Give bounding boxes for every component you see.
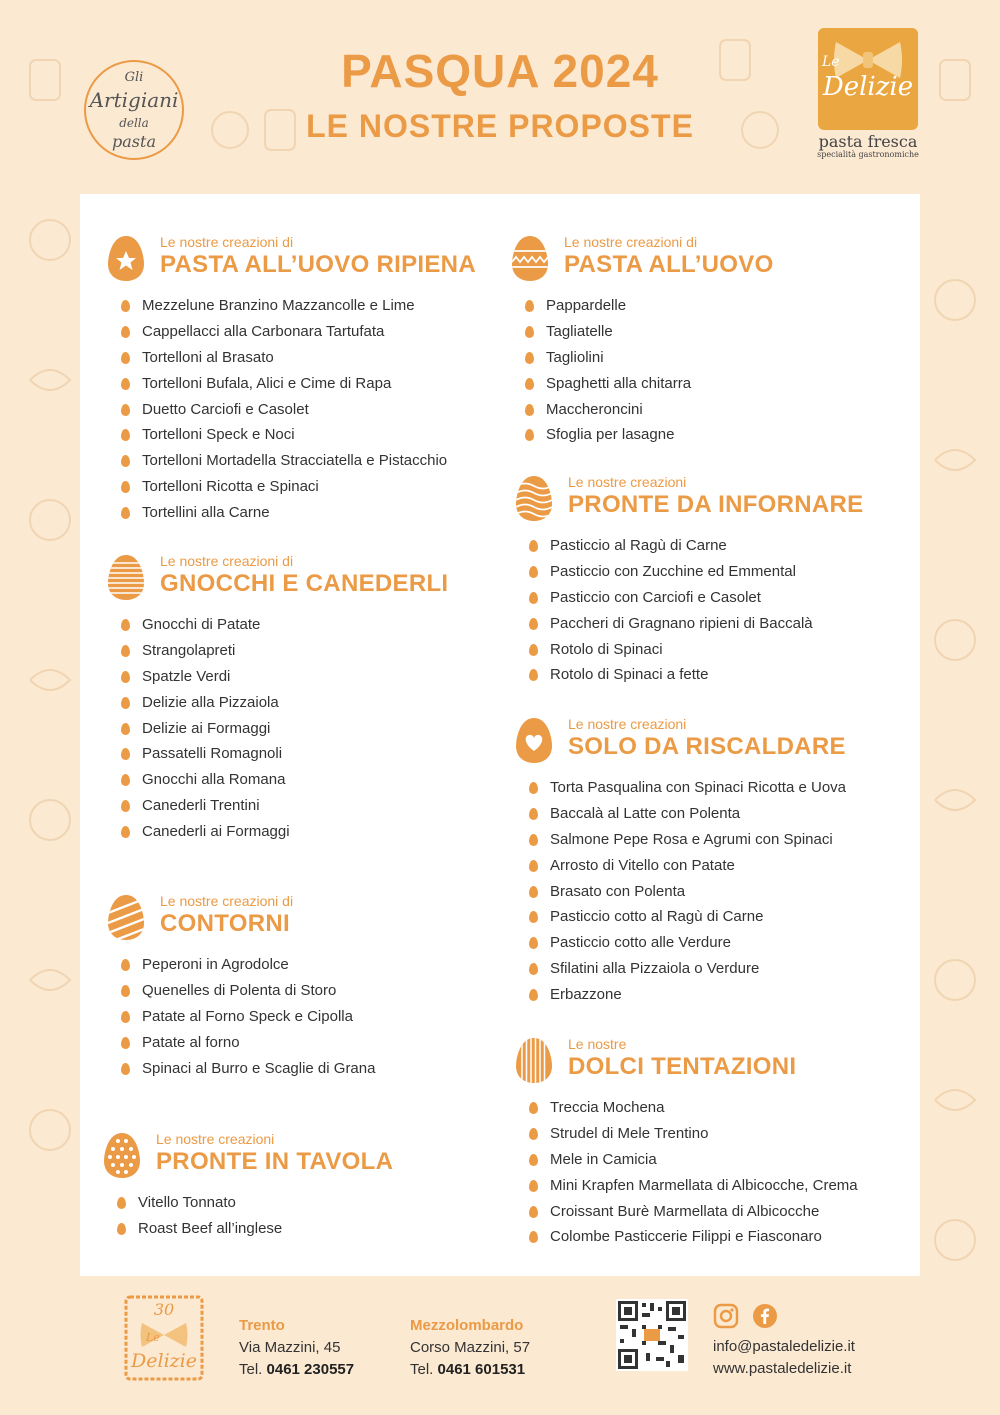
list-item	[116, 1193, 282, 1219]
page-subtitle: LE NOSTRE PROPOSTE	[306, 108, 694, 144]
item-label: Vitello Tonnato	[138, 1194, 236, 1211]
list-item	[528, 1227, 858, 1253]
egg-vertical-icon	[516, 1036, 552, 1084]
item-label: Mini Krapfen Marmellata di Albicocche, Crema	[550, 1176, 858, 1194]
egg-bullet-icon	[121, 326, 130, 338]
egg-bullet-icon	[529, 1180, 538, 1192]
list-item	[528, 562, 813, 588]
logo-tagline: pasta fresca	[818, 132, 918, 151]
egg-bullet-icon	[529, 1102, 538, 1114]
trento-phone	[239, 1361, 354, 1378]
item-label: Cappellacci alla Carbonara Tartufata	[142, 322, 385, 340]
egg-star-icon	[108, 234, 144, 282]
section-title: SOLO DA RISCALDARE	[568, 733, 846, 760]
egg-bullet-icon	[529, 644, 538, 656]
item-label: Rotolo di Spinaci	[550, 640, 663, 658]
egg-bullet-icon	[121, 378, 130, 390]
le-delizie-30-logo	[124, 1295, 204, 1381]
egg-bullet-icon	[121, 404, 130, 416]
item-label: Tagliatelle	[546, 322, 613, 340]
egg-bullet-icon	[121, 481, 130, 493]
list-item	[120, 955, 375, 981]
item-label: Patate al Forno Speck e Cipolla	[142, 1007, 353, 1025]
list-item	[120, 693, 290, 719]
item-label: Tortelloni Bufala, Alici e Cime di Rapa	[142, 374, 392, 392]
egg-bullet-icon	[121, 748, 130, 760]
section-title: PASTA ALL’UOVO	[564, 251, 774, 278]
list-item	[120, 425, 447, 451]
item-label: Colombe Pasticcerie Filippi e Fiasconaro	[550, 1228, 822, 1246]
egg-bullet-icon	[529, 566, 538, 578]
list-item	[528, 959, 846, 985]
logo-left-line4: pasta	[112, 132, 156, 151]
list-item	[528, 1098, 858, 1124]
egg-bullet-icon	[529, 1154, 538, 1166]
list-item	[528, 778, 846, 804]
item-label: Torta Pasqualina con Spinaci Ricotta e Uova	[550, 779, 847, 796]
egg-bullet-icon	[121, 300, 130, 312]
logo-left-line2: Artigiani	[89, 88, 179, 112]
logo-brand: Delizie	[822, 72, 914, 102]
item-label: Maccheroncini	[546, 400, 643, 418]
item-label: Passatelli Romagnoli	[142, 745, 283, 763]
egg-bullet-icon	[525, 378, 534, 390]
egg-bullet-icon	[529, 540, 538, 552]
item-label: Croissant Burè Marmellata di Albicocche	[550, 1202, 820, 1220]
list-item	[120, 770, 290, 796]
egg-bullet-icon	[121, 429, 130, 441]
item-label: Paccheri di Gragnano ripieni di Baccalà	[550, 614, 813, 632]
trento-tel-label: Tel.	[239, 1361, 263, 1378]
egg-bullet-icon	[529, 669, 538, 681]
list-item	[120, 374, 447, 400]
item-label: Sfoglia per lasagne	[546, 426, 675, 444]
list-item	[524, 374, 691, 400]
egg-striped-icon	[108, 553, 144, 601]
item-label: Pasticcio con Zucchine ed Emmental	[550, 562, 796, 580]
section-subtitle: Le nostre creazioni di	[160, 893, 294, 909]
item-label: Rotolo di Spinaci a fette	[550, 666, 709, 684]
artigiani-della-pasta-logo	[84, 60, 184, 160]
list-item	[120, 348, 447, 374]
list-item	[524, 296, 691, 322]
section-subtitle: Le nostre creazioni di	[160, 553, 294, 569]
section-subtitle: Le nostre creazioni	[156, 1131, 275, 1147]
list-item	[524, 400, 691, 426]
section-title: PASTA ALL’UOVO RIPIENA	[160, 251, 476, 278]
item-list	[524, 296, 691, 451]
egg-bullet-icon	[529, 592, 538, 604]
facebook-icon[interactable]	[752, 1303, 778, 1329]
egg-bullet-icon	[121, 800, 130, 812]
item-list	[528, 536, 813, 691]
egg-bullet-icon	[525, 352, 534, 364]
egg-bullet-icon	[525, 326, 534, 338]
list-item	[528, 985, 846, 1011]
egg-bullet-icon	[121, 671, 130, 683]
list-item	[120, 400, 447, 426]
item-label: Pasticcio cotto alle Verdure	[550, 934, 731, 952]
list-item	[528, 1176, 858, 1202]
section-title: PRONTE IN TAVOLA	[156, 1148, 394, 1175]
list-item	[528, 536, 813, 562]
logo-left-line1: Gli	[124, 70, 144, 85]
item-label: Treccia Mochena	[550, 1099, 665, 1116]
item-label: Mezzelune Branzino Mazzancolle e Lime	[142, 297, 415, 314]
mezzolombardo-tel-label: Tel.	[410, 1361, 434, 1378]
egg-bullet-icon	[121, 985, 130, 997]
list-item	[528, 640, 813, 666]
list-item	[528, 1150, 858, 1176]
egg-bullet-icon	[121, 826, 130, 838]
item-label: Delizie alla Pizzaiola	[142, 693, 279, 711]
list-item	[120, 322, 447, 348]
logo-le: Le	[822, 54, 840, 70]
section-subtitle: Le nostre creazioni di	[564, 234, 698, 250]
section-title: PRONTE DA INFORNARE	[568, 491, 864, 518]
list-item	[528, 614, 813, 640]
egg-bullet-icon	[529, 989, 538, 1001]
page-title: PASQUA 2024	[341, 45, 659, 97]
trento-city: Trento	[239, 1317, 285, 1334]
footer-logo-le: Le	[146, 1331, 160, 1344]
list-item	[120, 744, 290, 770]
list-item	[120, 503, 447, 529]
egg-bullet-icon	[529, 1128, 538, 1140]
egg-bullet-icon	[529, 911, 538, 923]
mezzolombardo-address: Corso Mazzini, 57	[410, 1339, 531, 1356]
item-label: Mele in Camicia	[550, 1150, 657, 1168]
list-item	[528, 830, 846, 856]
section-subtitle: Le nostre creazioni	[568, 716, 687, 732]
list-item	[120, 1033, 375, 1059]
item-label: Tortelloni Speck e Noci	[142, 426, 295, 444]
header	[0, 0, 1000, 190]
section-title: CONTORNI	[160, 910, 290, 937]
item-label: Patate al forno	[142, 1033, 240, 1051]
logo-subtagline: specialità gastronomiche	[817, 150, 919, 159]
egg-bullet-icon	[529, 618, 538, 630]
egg-bullet-icon	[529, 808, 538, 820]
list-item	[528, 588, 813, 614]
egg-bullet-icon	[121, 1037, 130, 1049]
item-label: Strangolapreti	[142, 641, 236, 659]
list-item	[120, 1059, 375, 1085]
list-item	[528, 907, 846, 933]
item-list	[116, 1193, 282, 1245]
trento-tel-number[interactable]: 0461 230557	[266, 1361, 355, 1378]
egg-bullet-icon	[121, 507, 130, 519]
egg-bullet-icon	[121, 697, 130, 709]
section-title: GNOCCHI E CANEDERLI	[160, 570, 449, 597]
item-label: Pappardelle	[546, 297, 627, 314]
item-list	[120, 955, 375, 1084]
mezzolombardo-phone	[410, 1361, 525, 1378]
menu-card	[80, 194, 920, 1276]
section-subtitle: Le nostre creazioni	[568, 474, 687, 490]
item-label: Spatzle Verdi	[142, 667, 231, 685]
list-item	[528, 882, 846, 908]
list-item	[120, 667, 290, 693]
egg-heart-icon	[516, 716, 552, 764]
item-list	[528, 1098, 858, 1253]
item-label: Peperoni in Agrodolce	[142, 956, 289, 973]
item-label: Tortelloni al Brasato	[142, 348, 274, 366]
item-label: Strudel di Mele Trentino	[550, 1124, 709, 1142]
egg-bullet-icon	[121, 619, 130, 631]
egg-bullet-icon	[121, 1011, 130, 1023]
section-subtitle: Le nostre creazioni di	[160, 234, 294, 250]
item-label: Canederli Trentini	[142, 797, 260, 815]
item-label: Salmone Pepe Rosa e Agrumi con Spinaci	[550, 830, 833, 848]
egg-bullet-icon	[121, 352, 130, 364]
item-list	[120, 296, 447, 529]
item-label: Canederli ai Formaggi	[142, 823, 290, 841]
item-label: Tortelloni Ricotta e Spinaci	[142, 478, 319, 496]
item-label: Brasato con Polenta	[550, 882, 686, 900]
email-link[interactable]: info@pastaledelizie.it	[713, 1338, 855, 1355]
list-item	[120, 451, 447, 477]
egg-bullet-icon	[121, 774, 130, 786]
egg-bullet-icon	[121, 645, 130, 657]
list-item	[120, 1007, 375, 1033]
list-item	[524, 348, 691, 374]
list-item	[120, 822, 290, 848]
egg-bullet-icon	[121, 455, 130, 467]
footer-logo-number: 30	[153, 1300, 175, 1319]
item-list	[120, 615, 290, 848]
egg-bullet-icon	[529, 1206, 538, 1218]
item-label: Tagliolini	[546, 348, 604, 366]
item-label: Arrosto di Vitello con Patate	[550, 856, 735, 874]
egg-bullet-icon	[529, 1231, 538, 1243]
egg-bullet-icon	[529, 834, 538, 846]
item-list	[528, 778, 846, 1011]
section-subtitle: Le nostre	[568, 1036, 627, 1052]
list-item	[120, 719, 290, 745]
item-label: Delizie ai Formaggi	[142, 719, 271, 737]
list-item	[528, 665, 813, 691]
egg-bullet-icon	[121, 1063, 130, 1075]
item-label: Sfilatini alla Pizzaiola o Verdure	[550, 960, 760, 978]
instagram-icon[interactable]	[713, 1303, 739, 1329]
item-label: Spinaci al Burro e Scaglie di Grana	[142, 1059, 376, 1077]
item-label: Gnocchi alla Romana	[142, 771, 286, 789]
list-item	[120, 981, 375, 1007]
list-item	[528, 1202, 858, 1228]
footer	[0, 1285, 1000, 1415]
list-item	[120, 296, 447, 322]
item-label: Duetto Carciofi e Casolet	[142, 400, 309, 418]
list-item	[120, 615, 290, 641]
egg-bullet-icon	[529, 860, 538, 872]
list-item	[116, 1219, 282, 1245]
item-label: Pasticcio cotto al Ragù di Carne	[550, 908, 764, 926]
list-item	[524, 322, 691, 348]
mezzolombardo-tel-number[interactable]: 0461 601531	[437, 1361, 526, 1378]
item-label: Pasticcio con Carciofi e Casolet	[550, 588, 761, 606]
list-item	[120, 641, 290, 667]
website-link[interactable]: www.pastaledelizie.it	[713, 1360, 852, 1377]
item-label: Tortellini alla Carne	[142, 504, 270, 522]
egg-bullet-icon	[121, 723, 130, 735]
item-label: Erbazzone	[550, 986, 622, 1004]
egg-bullet-icon	[117, 1223, 126, 1235]
qr-code-icon[interactable]	[616, 1299, 688, 1371]
section-title: DOLCI TENTAZIONI	[568, 1053, 797, 1080]
item-label: Spaghetti alla chitarra	[546, 374, 692, 392]
egg-diagonal-icon	[108, 893, 144, 941]
list-item	[528, 933, 846, 959]
footer-logo-brand: Delizie	[131, 1350, 197, 1372]
egg-bullet-icon	[529, 963, 538, 975]
egg-bullet-icon	[529, 937, 538, 949]
egg-bullet-icon	[525, 429, 534, 441]
logo-left-line3: della	[119, 116, 149, 130]
mezzolombardo-city: Mezzolombardo	[410, 1317, 524, 1334]
egg-bullet-icon	[121, 959, 130, 971]
list-item	[524, 425, 691, 451]
item-label: Quenelles di Polenta di Storo	[142, 981, 337, 999]
le-delizie-logo	[812, 28, 922, 160]
egg-bullet-icon	[529, 782, 538, 794]
item-label: Baccalà al Latte con Polenta	[550, 804, 741, 822]
list-item	[528, 1124, 858, 1150]
list-item	[528, 804, 846, 830]
egg-wave-icon	[516, 474, 552, 522]
item-label: Gnocchi di Patate	[142, 616, 261, 633]
trento-address: Via Mazzini, 45	[239, 1339, 341, 1356]
list-item	[120, 477, 447, 503]
egg-bullet-icon	[525, 404, 534, 416]
egg-bullet-icon	[525, 300, 534, 312]
egg-dotted-icon	[104, 1131, 140, 1179]
item-label: Roast Beef all’inglese	[138, 1219, 283, 1237]
egg-zigzag-icon	[512, 234, 548, 282]
item-label: Tortelloni Mortadella Stracciatella e Pistacchio	[142, 452, 448, 470]
list-item	[528, 856, 846, 882]
list-item	[120, 796, 290, 822]
egg-bullet-icon	[529, 886, 538, 898]
item-label: Pasticcio al Ragù di Carne	[550, 537, 727, 554]
egg-bullet-icon	[117, 1197, 126, 1209]
